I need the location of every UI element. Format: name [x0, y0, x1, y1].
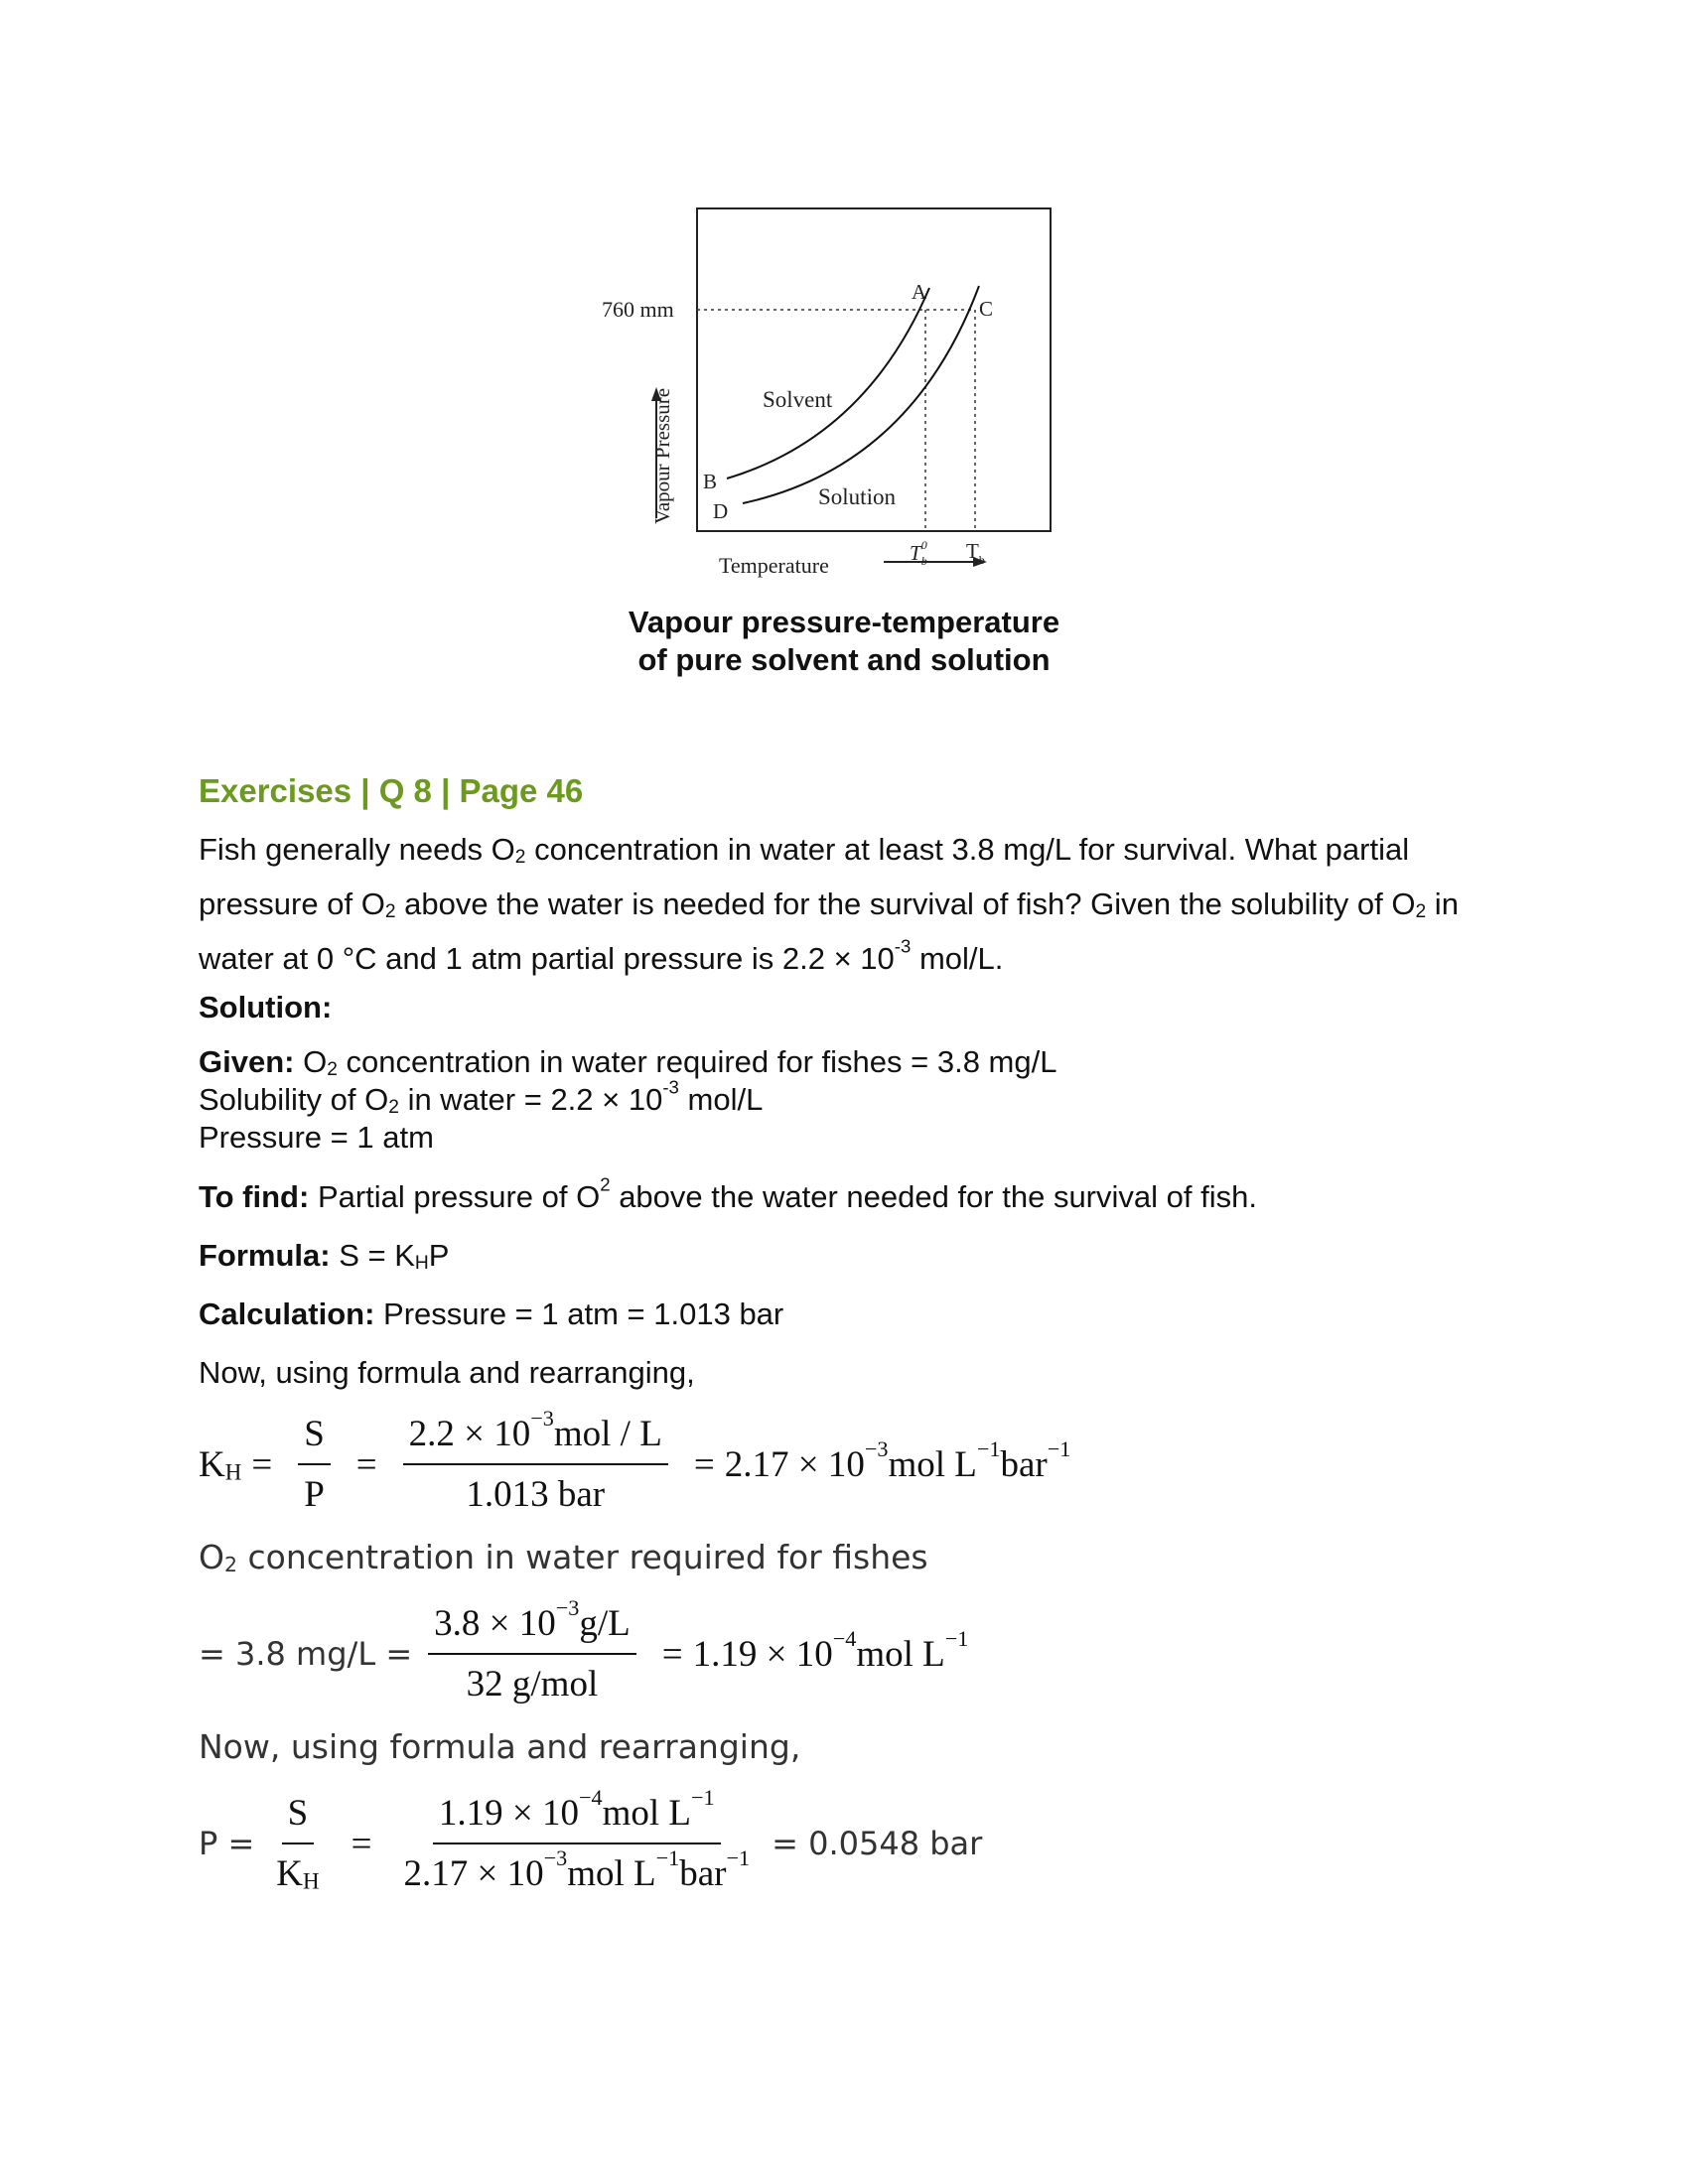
result-text: 2.17 × 10 — [724, 1443, 865, 1485]
result-text: mol L — [888, 1443, 977, 1485]
tb0-sub: b — [920, 554, 927, 568]
o2-concentration-line — [199, 1538, 1489, 1576]
question-part: mol/L. — [911, 941, 1004, 976]
point-d-label: D — [713, 499, 729, 523]
caption-line-1: Vapour pressure-temperature — [628, 605, 1060, 639]
superscript: -3 — [894, 935, 912, 957]
tb0-label — [910, 538, 927, 568]
numerator — [403, 1406, 668, 1465]
calculation-text: Pressure = 1 atm = 1.013 bar — [374, 1297, 784, 1331]
exercise-heading: Exercises | Q 8 | Page 46 — [199, 772, 584, 809]
o2-text: concentration in water required for fishes — [237, 1538, 928, 1576]
given-line-2 — [199, 1076, 1489, 1119]
solution-curve-label: Solution — [818, 484, 896, 509]
superscript: −1 — [655, 1845, 680, 1871]
given-text: mol/L — [678, 1082, 764, 1117]
result-text: mol L — [856, 1633, 945, 1675]
solvent-curve-label: Solvent — [763, 387, 833, 412]
superscript: −1 — [726, 1845, 751, 1871]
denominator: P — [304, 1474, 325, 1515]
subscript: 2 — [384, 900, 396, 922]
rearrange-line-2: Now, using formula and rearranging, — [199, 1727, 801, 1766]
equals-sign: = — [661, 1633, 683, 1675]
plot-frame — [697, 208, 1051, 531]
numerator — [428, 1595, 636, 1655]
superscript: −1 — [976, 1435, 1001, 1461]
question-part: Fish generally needs O — [199, 832, 515, 867]
subscript: 2 — [327, 1058, 338, 1080]
given-label: Given: — [199, 1044, 295, 1079]
subscript: H — [224, 1458, 242, 1484]
given-text: Solubility of O — [199, 1082, 389, 1117]
given-line-3: Pressure = 1 atm — [199, 1120, 434, 1155]
equals-sign: = — [251, 1443, 273, 1485]
formula-label: Formula: — [199, 1238, 331, 1273]
eq3-lead: P = — [199, 1825, 255, 1862]
solvent-curve — [727, 288, 929, 478]
to-find-text: Partial pressure of O — [309, 1179, 601, 1214]
kh-symbol: K — [199, 1443, 225, 1485]
to-find-text: above the water needed for the survival of fish. — [610, 1179, 1257, 1214]
given-text: concentration in water required for fishes = 3.8 mg/L — [337, 1044, 1057, 1079]
eq2-lead: = 3.8 mg/L = — [199, 1635, 413, 1673]
point-a-label: A — [912, 280, 927, 304]
formula-text: S = K — [330, 1238, 415, 1273]
subscript: 2 — [223, 1553, 237, 1577]
figure-canvas — [596, 199, 1062, 596]
equation-kh — [199, 1406, 1489, 1516]
numerator: S — [282, 1792, 315, 1844]
superscript: −1 — [1047, 1435, 1071, 1461]
calculation-label: Calculation: — [199, 1297, 375, 1331]
denominator: 32 g/mol — [466, 1664, 599, 1705]
subscript: H — [303, 1868, 320, 1894]
rearrange-line-1: Now, using formula and rearranging, — [199, 1355, 695, 1390]
tb0-sup: 0 — [920, 538, 927, 552]
o2-text: O — [199, 1538, 224, 1576]
to-find-line — [199, 1173, 1489, 1216]
superscript: −1 — [944, 1625, 969, 1651]
to-find-label: To find: — [199, 1179, 310, 1214]
superscript: −3 — [555, 1595, 580, 1621]
num-text: 2.2 × 10 — [408, 1414, 531, 1454]
equation-pressure — [199, 1785, 1489, 1895]
num-text: g/L — [579, 1603, 631, 1644]
result-text: bar — [1000, 1443, 1048, 1485]
num-text: mol / L — [553, 1414, 662, 1454]
point-c-label: C — [979, 297, 994, 321]
subscript: 2 — [1415, 900, 1427, 922]
exercise-content — [199, 772, 1489, 1905]
question-text — [199, 822, 1489, 986]
y-mark-label: 760 mm — [602, 297, 674, 322]
question-part: concentration in water at least 3.8 mg/L for survival. What partial pressure of O — [199, 832, 1410, 921]
equals-sign: = — [355, 1443, 377, 1485]
superscript: −4 — [579, 1785, 603, 1811]
eq2-result — [692, 1625, 969, 1676]
subscript: H — [414, 1252, 429, 1274]
fraction-concentration-over-kh — [397, 1785, 756, 1895]
equals-sign: = — [351, 1823, 372, 1864]
given-line-1 — [199, 1043, 1489, 1081]
fraction-solubility-over-pressure — [403, 1406, 668, 1516]
given-text: O — [294, 1044, 328, 1079]
denominator — [397, 1844, 756, 1895]
formula-line — [199, 1237, 1489, 1275]
y-axis-label: Vapour Pressure — [650, 387, 674, 524]
given-text: in water = 2.2 × 10 — [398, 1082, 663, 1117]
question-part: above the water is needed for the survival of fish? Given the solubility of O — [395, 887, 1416, 921]
fraction-s-over-p — [298, 1413, 331, 1516]
numerator: S — [298, 1413, 331, 1465]
superscript: −3 — [543, 1845, 568, 1871]
superscript: 2 — [600, 1173, 611, 1195]
result-text: 1.19 × 10 — [692, 1633, 833, 1675]
tb-main: T — [966, 539, 979, 563]
superscript: −4 — [832, 1625, 857, 1651]
eq1-result — [724, 1435, 1071, 1486]
subscript: 2 — [388, 1096, 399, 1118]
num-text: 3.8 × 10 — [434, 1603, 556, 1644]
eq3-result: = 0.0548 bar — [772, 1825, 983, 1862]
den-text: bar — [679, 1853, 727, 1894]
solution-label: Solution: — [199, 990, 333, 1024]
denominator — [270, 1844, 325, 1895]
calculation-line — [199, 1296, 1489, 1333]
den-text: 2.17 × 10 — [403, 1853, 544, 1894]
superscript: −3 — [864, 1435, 889, 1461]
fraction-mass-over-molar-mass — [428, 1595, 636, 1706]
tb-sub: b — [978, 553, 985, 567]
den-text: mol L — [567, 1853, 656, 1894]
superscript: −3 — [530, 1406, 554, 1432]
equation-concentration — [199, 1595, 1489, 1706]
denominator: 1.013 bar — [466, 1474, 606, 1515]
tb0-main: T — [910, 541, 921, 565]
subscript: 2 — [514, 846, 526, 868]
kh-symbol: K — [276, 1853, 304, 1894]
numerator — [433, 1785, 721, 1844]
equals-sign: = — [693, 1443, 715, 1485]
superscript: -3 — [662, 1076, 679, 1098]
superscript: −1 — [691, 1785, 715, 1811]
fraction-s-over-kh — [270, 1792, 325, 1895]
num-text: mol L — [602, 1793, 692, 1834]
tb-label — [966, 539, 985, 567]
given-block — [199, 1043, 1489, 1157]
formula-text: P — [428, 1238, 450, 1273]
caption-line-2: of pure solvent and solution — [637, 642, 1051, 677]
num-text: 1.19 × 10 — [438, 1793, 580, 1834]
point-b-label: B — [703, 470, 718, 493]
figure-caption — [496, 604, 1192, 679]
vapour-pressure-figure — [596, 199, 1062, 596]
eq1-lhs — [199, 1443, 241, 1486]
x-axis-label: Temperature — [719, 553, 829, 578]
question-part: in water at 0 °C and 1 atm partial pressure is 2.2 × 10 — [199, 887, 1459, 976]
